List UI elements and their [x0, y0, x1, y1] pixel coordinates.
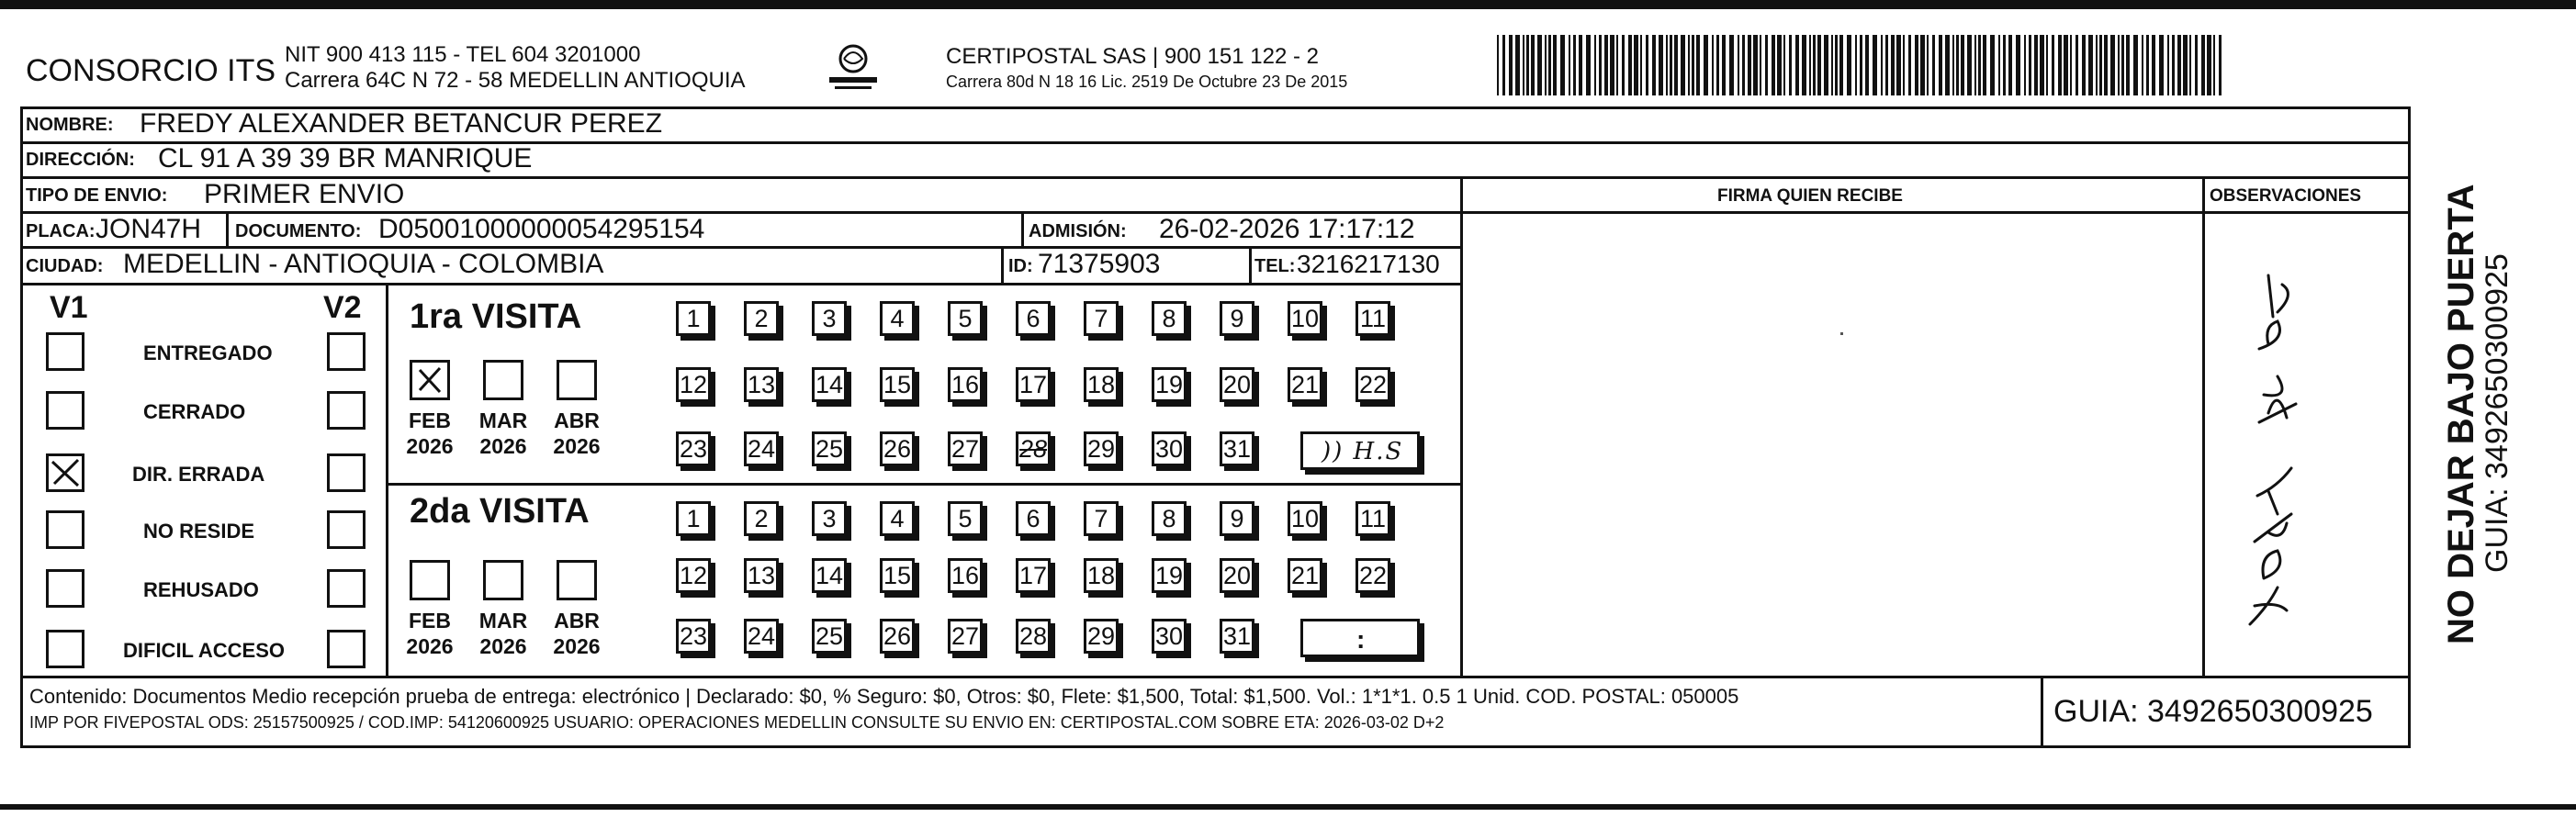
barcode-bar: [1560, 35, 1565, 95]
month-label: FEB: [409, 408, 451, 432]
barcode-bar: [2016, 35, 2020, 95]
barcode-bar: [1783, 35, 1785, 95]
day-box[interactable]: 13: [744, 367, 779, 402]
direccion-value: CL 91 A 39 39 BR MANRIQUE: [158, 143, 533, 173]
grid-line: [1460, 176, 1463, 676]
barcode-bar: [1674, 35, 1678, 95]
barcode-bar: [2142, 35, 2143, 95]
barcode-bar: [1813, 35, 1816, 95]
v2-checkbox[interactable]: [327, 510, 366, 549]
day-box[interactable]: 8: [1152, 501, 1187, 536]
barcode-bar: [2189, 35, 2191, 95]
day-box[interactable]: 25: [812, 619, 847, 654]
barcode-bar: [1545, 35, 1547, 95]
day-box[interactable]: 27: [948, 431, 983, 466]
day-box[interactable]: 1: [676, 301, 711, 336]
day-box[interactable]: 5: [948, 301, 983, 336]
barcode-bar: [1939, 35, 1942, 95]
v1-checkbox[interactable]: [46, 569, 84, 608]
barcode-bar: [1961, 35, 1964, 95]
barcode-bar: [2008, 35, 2012, 95]
month-checkbox[interactable]: [410, 360, 450, 400]
day-box[interactable]: 3: [812, 501, 847, 536]
barcode-bar: [1915, 35, 1918, 95]
barcode-bar: [1548, 35, 1551, 95]
day-box[interactable]: 26: [880, 431, 915, 466]
barcode-bar: [1696, 35, 1700, 95]
day-box[interactable]: 9: [1220, 501, 1254, 536]
status-label: REHUSADO: [143, 578, 259, 601]
barcode-bar: [1515, 35, 1520, 95]
month-checkbox[interactable]: [483, 360, 523, 400]
top-border: [0, 0, 2576, 9]
barcode-bar: [1952, 35, 1954, 95]
v1-checkbox[interactable]: [46, 453, 84, 492]
bottom-border: [0, 804, 2576, 810]
barcode-bar: [1855, 35, 1857, 95]
day-box[interactable]: 20: [1220, 367, 1254, 402]
day-box[interactable]: 26: [880, 619, 915, 654]
footer-line2: IMP POR FIVEPOSTAL ODS: 25157500925 / COD.IMP: 54120600925 USUARIO: OPERACIONES MEDELLIN CONSULTE SU ENVIO EN: CERTIPOSTAL.COM SOBRE ETA: 2026-03-02 D+2: [29, 713, 1445, 732]
v1-checkbox[interactable]: [46, 510, 84, 549]
barcode-bar: [1509, 35, 1513, 95]
certipostal-logo: [822, 40, 884, 92]
barcode-bar: [1604, 35, 1608, 95]
barcode-bar: [1920, 35, 1925, 95]
barcode-bar: [1760, 35, 1761, 95]
day-box[interactable]: 29: [1084, 619, 1119, 654]
grid-line: [2041, 676, 2043, 745]
barcode-bar: [2207, 35, 2211, 95]
barcode-bar: [1569, 35, 1570, 95]
day-box[interactable]: 8: [1152, 301, 1187, 336]
barcode-bar: [2172, 35, 2175, 95]
admision-value: 26-02-2026 17:17:12: [1159, 214, 1415, 244]
barcode-bar: [1847, 35, 1851, 95]
grid-line: [386, 283, 388, 676]
month-label: FEB: [409, 609, 451, 632]
grid-line: [20, 745, 2411, 748]
barcode-bar: [2052, 35, 2054, 95]
barcode-bar: [1531, 35, 1535, 95]
visit1-title: 1ra VISITA: [410, 297, 582, 336]
grid-line: [226, 211, 229, 246]
barcode-bar: [1729, 35, 1734, 95]
month-label: MAR: [478, 609, 528, 632]
id-value: 71375903: [1038, 249, 1161, 279]
barcode-bar: [2110, 35, 2115, 95]
visit2-time-placeholder: :: [1356, 625, 1366, 654]
day-box[interactable]: 4: [880, 301, 915, 336]
grid-line: [20, 676, 2411, 678]
month-label: ABR: [554, 609, 600, 632]
barcode-bar: [1908, 35, 1911, 95]
barcode-bar: [2118, 35, 2120, 95]
documento-label: DOCUMENTO:: [235, 221, 362, 241]
barcode-bar: [1573, 35, 1576, 95]
v2-checkbox[interactable]: [327, 332, 366, 371]
ink-dot: [1840, 332, 1843, 335]
visit1-time-box[interactable]: [1300, 431, 1420, 470]
barcode-bar: [1809, 35, 1811, 95]
tipo-label: TIPO DE ENVIO:: [26, 185, 168, 206]
barcode-bar: [1497, 35, 1499, 95]
day-box[interactable]: 19: [1152, 558, 1187, 593]
side-warning: NO DEJAR BAJO PUERTA: [2441, 184, 2481, 644]
month-year: 2026: [479, 634, 527, 658]
side-guia: GUIA: 3492650300925: [2480, 253, 2514, 573]
barcode-bar: [2003, 35, 2006, 95]
visit2-time-box[interactable]: [1300, 619, 1420, 657]
address-line: Carrera 64C N 72 - 58 MEDELLIN ANTIOQUIA: [285, 68, 746, 93]
day-box[interactable]: 19: [1152, 367, 1187, 402]
barcode-bar: [2121, 35, 2124, 95]
day-box[interactable]: 24: [744, 619, 779, 654]
month-year: 2026: [406, 634, 454, 658]
grid-line: [386, 483, 1462, 486]
barcode-bar: [2152, 35, 2155, 95]
day-box[interactable]: 17: [1016, 558, 1051, 593]
barcode-bar: [2126, 35, 2130, 95]
barcode-bar: [1666, 35, 1668, 95]
tel-value: 3216217130: [1297, 250, 1440, 278]
nombre-label: NOMBRE:: [26, 115, 114, 135]
barcode-bar: [1622, 35, 1625, 95]
barcode-bar: [1537, 35, 1542, 95]
barcode-bar: [1502, 35, 1505, 95]
grid-line: [20, 106, 23, 745]
nombre-value: FREDY ALEXANDER BETANCUR PEREZ: [140, 108, 663, 139]
barcode-bar: [1553, 35, 1557, 95]
barcode-bar: [1526, 35, 1529, 95]
barcode-bar: [2099, 35, 2102, 95]
barcode-bar: [1891, 35, 1895, 95]
barcode-bar: [1990, 35, 1995, 95]
barcode-bar: [1753, 35, 1758, 95]
barcode-bar: [1652, 35, 1656, 95]
admision-label: ADMISIÓN:: [1029, 221, 1127, 241]
day-box[interactable]: 12: [676, 367, 711, 402]
barcode-bar: [1628, 35, 1632, 95]
month-checkbox[interactable]: [557, 360, 597, 400]
grid-line: [2408, 106, 2411, 745]
day-box[interactable]: 1: [676, 501, 711, 536]
day-box[interactable]: 14: [812, 558, 847, 593]
barcode-bar: [1688, 35, 1690, 95]
firma-header: FIRMA QUIEN RECIBE: [1717, 186, 1903, 206]
day-box[interactable]: 17: [1016, 367, 1051, 402]
barcode-bar: [1824, 35, 1828, 95]
day-box[interactable]: 11: [1355, 501, 1390, 536]
day-box[interactable]: 3: [812, 301, 847, 336]
day-box[interactable]: 16: [948, 558, 983, 593]
signature-area[interactable]: [1464, 213, 2200, 674]
month-checkbox[interactable]: [483, 560, 523, 600]
day-box[interactable]: 22: [1355, 558, 1390, 593]
barcode-bar: [2024, 35, 2026, 95]
barcode-bar: [1594, 35, 1596, 95]
day-box[interactable]: 31: [1220, 431, 1254, 466]
barcode-bar: [2159, 35, 2164, 95]
status-label: ENTREGADO: [143, 341, 273, 364]
day-box[interactable]: 18: [1084, 367, 1119, 402]
barcode-bar: [1738, 35, 1739, 95]
barcode-bar: [1748, 35, 1751, 95]
barcode-bar: [2104, 35, 2108, 95]
barcode-bar: [1974, 35, 1976, 95]
visit2-title: 2da VISITA: [410, 492, 590, 531]
month-year: 2026: [553, 634, 601, 658]
barcode-bar: [2183, 35, 2188, 95]
month-year: 2026: [479, 434, 527, 458]
day-box[interactable]: 6: [1016, 501, 1051, 536]
day-box[interactable]: 13: [744, 558, 779, 593]
barcode-bar: [2075, 35, 2078, 95]
barcode-bar: [1616, 35, 1618, 95]
month-label: ABR: [554, 408, 600, 432]
month-checkbox[interactable]: [557, 560, 597, 600]
placa-label: PLACA:: [26, 221, 96, 241]
barcode-bar: [1681, 35, 1685, 95]
barcode-bar: [1945, 35, 1950, 95]
barcode-bar: [1927, 35, 1929, 95]
day-box[interactable]: 22: [1355, 367, 1390, 402]
barcode-bar: [1881, 35, 1883, 95]
day-box[interactable]: 2: [744, 501, 779, 536]
courier-line: CERTIPOSTAL SAS | 900 151 122 - 2: [946, 44, 1319, 69]
company-name: CONSORCIO ITS: [26, 53, 276, 88]
barcode-bar: [1610, 35, 1614, 95]
barcode-bar: [2096, 35, 2098, 95]
day-box[interactable]: 30: [1152, 431, 1187, 466]
barcode-bar: [1956, 35, 1959, 95]
barcode-bar: [2029, 35, 2031, 95]
day-box[interactable]: 21: [1288, 367, 1322, 402]
barcode-bar: [1802, 35, 1806, 95]
barcode-bar: [1967, 35, 1972, 95]
day-box[interactable]: 27: [948, 619, 983, 654]
barcode: [1497, 35, 2230, 95]
barcode-bar: [1523, 35, 1524, 95]
placa-value: JON47H: [96, 214, 202, 244]
barcode-bar: [2064, 35, 2068, 95]
day-box[interactable]: 12: [676, 558, 711, 593]
barcode-bar: [1640, 35, 1642, 95]
barcode-bar: [2082, 35, 2086, 95]
month-checkbox[interactable]: [410, 560, 450, 600]
day-box[interactable]: 29: [1084, 431, 1119, 466]
status-label: DIFICIL ACCESO: [123, 639, 286, 662]
barcode-bar: [1932, 35, 1935, 95]
month-year: 2026: [406, 434, 454, 458]
footer-line1: Contenido: Documentos Medio recepción prueba de entrega: electrónico | Declarado: $0, % Seguro: $0, Otros: $0, Flete: $1,500, Total: $1,500. Vol.: 1*1*1. 0.5 1 Unid. COD. POSTAL: 050005: [29, 685, 1739, 708]
barcode-bar: [1692, 35, 1694, 95]
day-box[interactable]: 6: [1016, 301, 1051, 336]
barcode-bar: [1860, 35, 1862, 95]
day-box[interactable]: 2: [744, 301, 779, 336]
barcode-bar: [1873, 35, 1877, 95]
v1-label: V1: [50, 290, 88, 325]
direccion-label: DIRECCIÓN:: [26, 150, 135, 170]
day-box[interactable]: 23: [676, 619, 711, 654]
barcode-bar: [1634, 35, 1638, 95]
barcode-bar: [2213, 35, 2215, 95]
grid-line: [1249, 246, 1252, 283]
v2-checkbox[interactable]: [327, 391, 366, 430]
barcode-bar: [1835, 35, 1838, 95]
barcode-bar: [1789, 35, 1792, 95]
barcode-bar: [2195, 35, 2198, 95]
month-year: 2026: [553, 434, 601, 458]
barcode-bar: [1646, 35, 1648, 95]
barcode-bar: [1839, 35, 1843, 95]
barcode-bar: [1599, 35, 1602, 95]
barcode-bar: [1670, 35, 1672, 95]
barcode-bar: [1978, 35, 1981, 95]
visit1-time-value: )) H.S: [1322, 438, 1404, 465]
barcode-bar: [2177, 35, 2181, 95]
barcode-bar: [1885, 35, 1888, 95]
barcode-bar: [2201, 35, 2205, 95]
day-box[interactable]: 21: [1288, 558, 1322, 593]
barcode-bar: [1817, 35, 1821, 95]
day-box[interactable]: 7: [1084, 301, 1119, 336]
day-box[interactable]: 28: [1016, 431, 1051, 466]
tel-label: TEL:: [1254, 256, 1296, 276]
grid-line: [20, 283, 1462, 285]
id-label: ID:: [1008, 256, 1033, 276]
day-box[interactable]: 23: [676, 431, 711, 466]
day-box[interactable]: 24: [744, 431, 779, 466]
barcode-bar: [1998, 35, 2000, 95]
v1-checkbox[interactable]: [46, 391, 84, 430]
day-box[interactable]: 28: [1016, 619, 1051, 654]
day-box[interactable]: 10: [1288, 301, 1322, 336]
day-box[interactable]: 25: [812, 431, 847, 466]
barcode-bar: [1831, 35, 1833, 95]
day-box[interactable]: 14: [812, 367, 847, 402]
day-box[interactable]: 7: [1084, 501, 1119, 536]
v2-label: V2: [323, 290, 362, 325]
tipo-value: PRIMER ENVIO: [204, 179, 405, 209]
v1-checkbox[interactable]: [46, 332, 84, 371]
barcode-bar: [1712, 35, 1714, 95]
v2-checkbox[interactable]: [327, 453, 366, 492]
barcode-bar: [2058, 35, 2062, 95]
observacion-handwriting: [2213, 239, 2314, 643]
day-box[interactable]: 11: [1355, 301, 1390, 336]
barcode-bar: [1795, 35, 1799, 95]
v2-checkbox[interactable]: [327, 630, 366, 668]
barcode-bar: [2040, 35, 2044, 95]
status-label: NO RESIDE: [143, 520, 255, 543]
courier-address: Carrera 80d N 18 16 Lic. 2519 De Octubre 23 De 2015: [946, 73, 1348, 91]
barcode-bar: [1659, 35, 1663, 95]
footer-guia: GUIA: 3492650300925: [2053, 694, 2373, 729]
barcode-bar: [2133, 35, 2138, 95]
day-box[interactable]: 5: [948, 501, 983, 536]
barcode-bar: [1704, 35, 1708, 95]
barcode-bar: [1983, 35, 1986, 95]
day-box[interactable]: 4: [880, 501, 915, 536]
day-box[interactable]: 9: [1220, 301, 1254, 336]
barcode-bar: [1903, 35, 1905, 95]
barcode-bar: [1765, 35, 1768, 95]
barcode-bar: [1586, 35, 1591, 95]
grid-line: [1021, 211, 1024, 246]
barcode-bar: [1777, 35, 1782, 95]
day-box[interactable]: 31: [1220, 619, 1254, 654]
day-box[interactable]: 30: [1152, 619, 1187, 654]
barcode-bar: [2034, 35, 2038, 95]
documento-value: D05001000000054295154: [378, 214, 705, 244]
month-label: MAR: [478, 408, 528, 432]
day-box[interactable]: 16: [948, 367, 983, 402]
day-box[interactable]: 15: [880, 558, 915, 593]
barcode-bar: [1716, 35, 1719, 95]
barcode-bar: [2146, 35, 2149, 95]
barcode-bar: [1865, 35, 1869, 95]
day-box[interactable]: 15: [880, 367, 915, 402]
v1-checkbox[interactable]: [46, 630, 84, 668]
grid-line: [1001, 246, 1004, 283]
barcode-bar: [2167, 35, 2169, 95]
barcode-bar: [2070, 35, 2072, 95]
barcode-bar: [1772, 35, 1775, 95]
barcode-bar: [2219, 35, 2222, 95]
day-box[interactable]: 20: [1220, 558, 1254, 593]
barcode-bar: [1742, 35, 1745, 95]
nit-line: NIT 900 413 115 - TEL 604 3201000: [285, 42, 641, 67]
v2-checkbox[interactable]: [327, 569, 366, 608]
day-box[interactable]: 18: [1084, 558, 1119, 593]
ciudad-label: CIUDAD:: [26, 256, 104, 276]
day-box[interactable]: 10: [1288, 501, 1322, 536]
barcode-bar: [1579, 35, 1582, 95]
barcode-bar: [1722, 35, 1726, 95]
status-label: DIR. ERRADA: [132, 463, 265, 486]
barcode-bar: [2088, 35, 2093, 95]
ciudad-value: MEDELLIN - ANTIOQUIA - COLOMBIA: [123, 249, 604, 279]
observaciones-header: OBSERVACIONES: [2210, 186, 2362, 206]
grid-line: [2202, 176, 2205, 676]
status-label: CERRADO: [143, 400, 246, 423]
barcode-bar: [2046, 35, 2048, 95]
barcode-bar: [1896, 35, 1901, 95]
